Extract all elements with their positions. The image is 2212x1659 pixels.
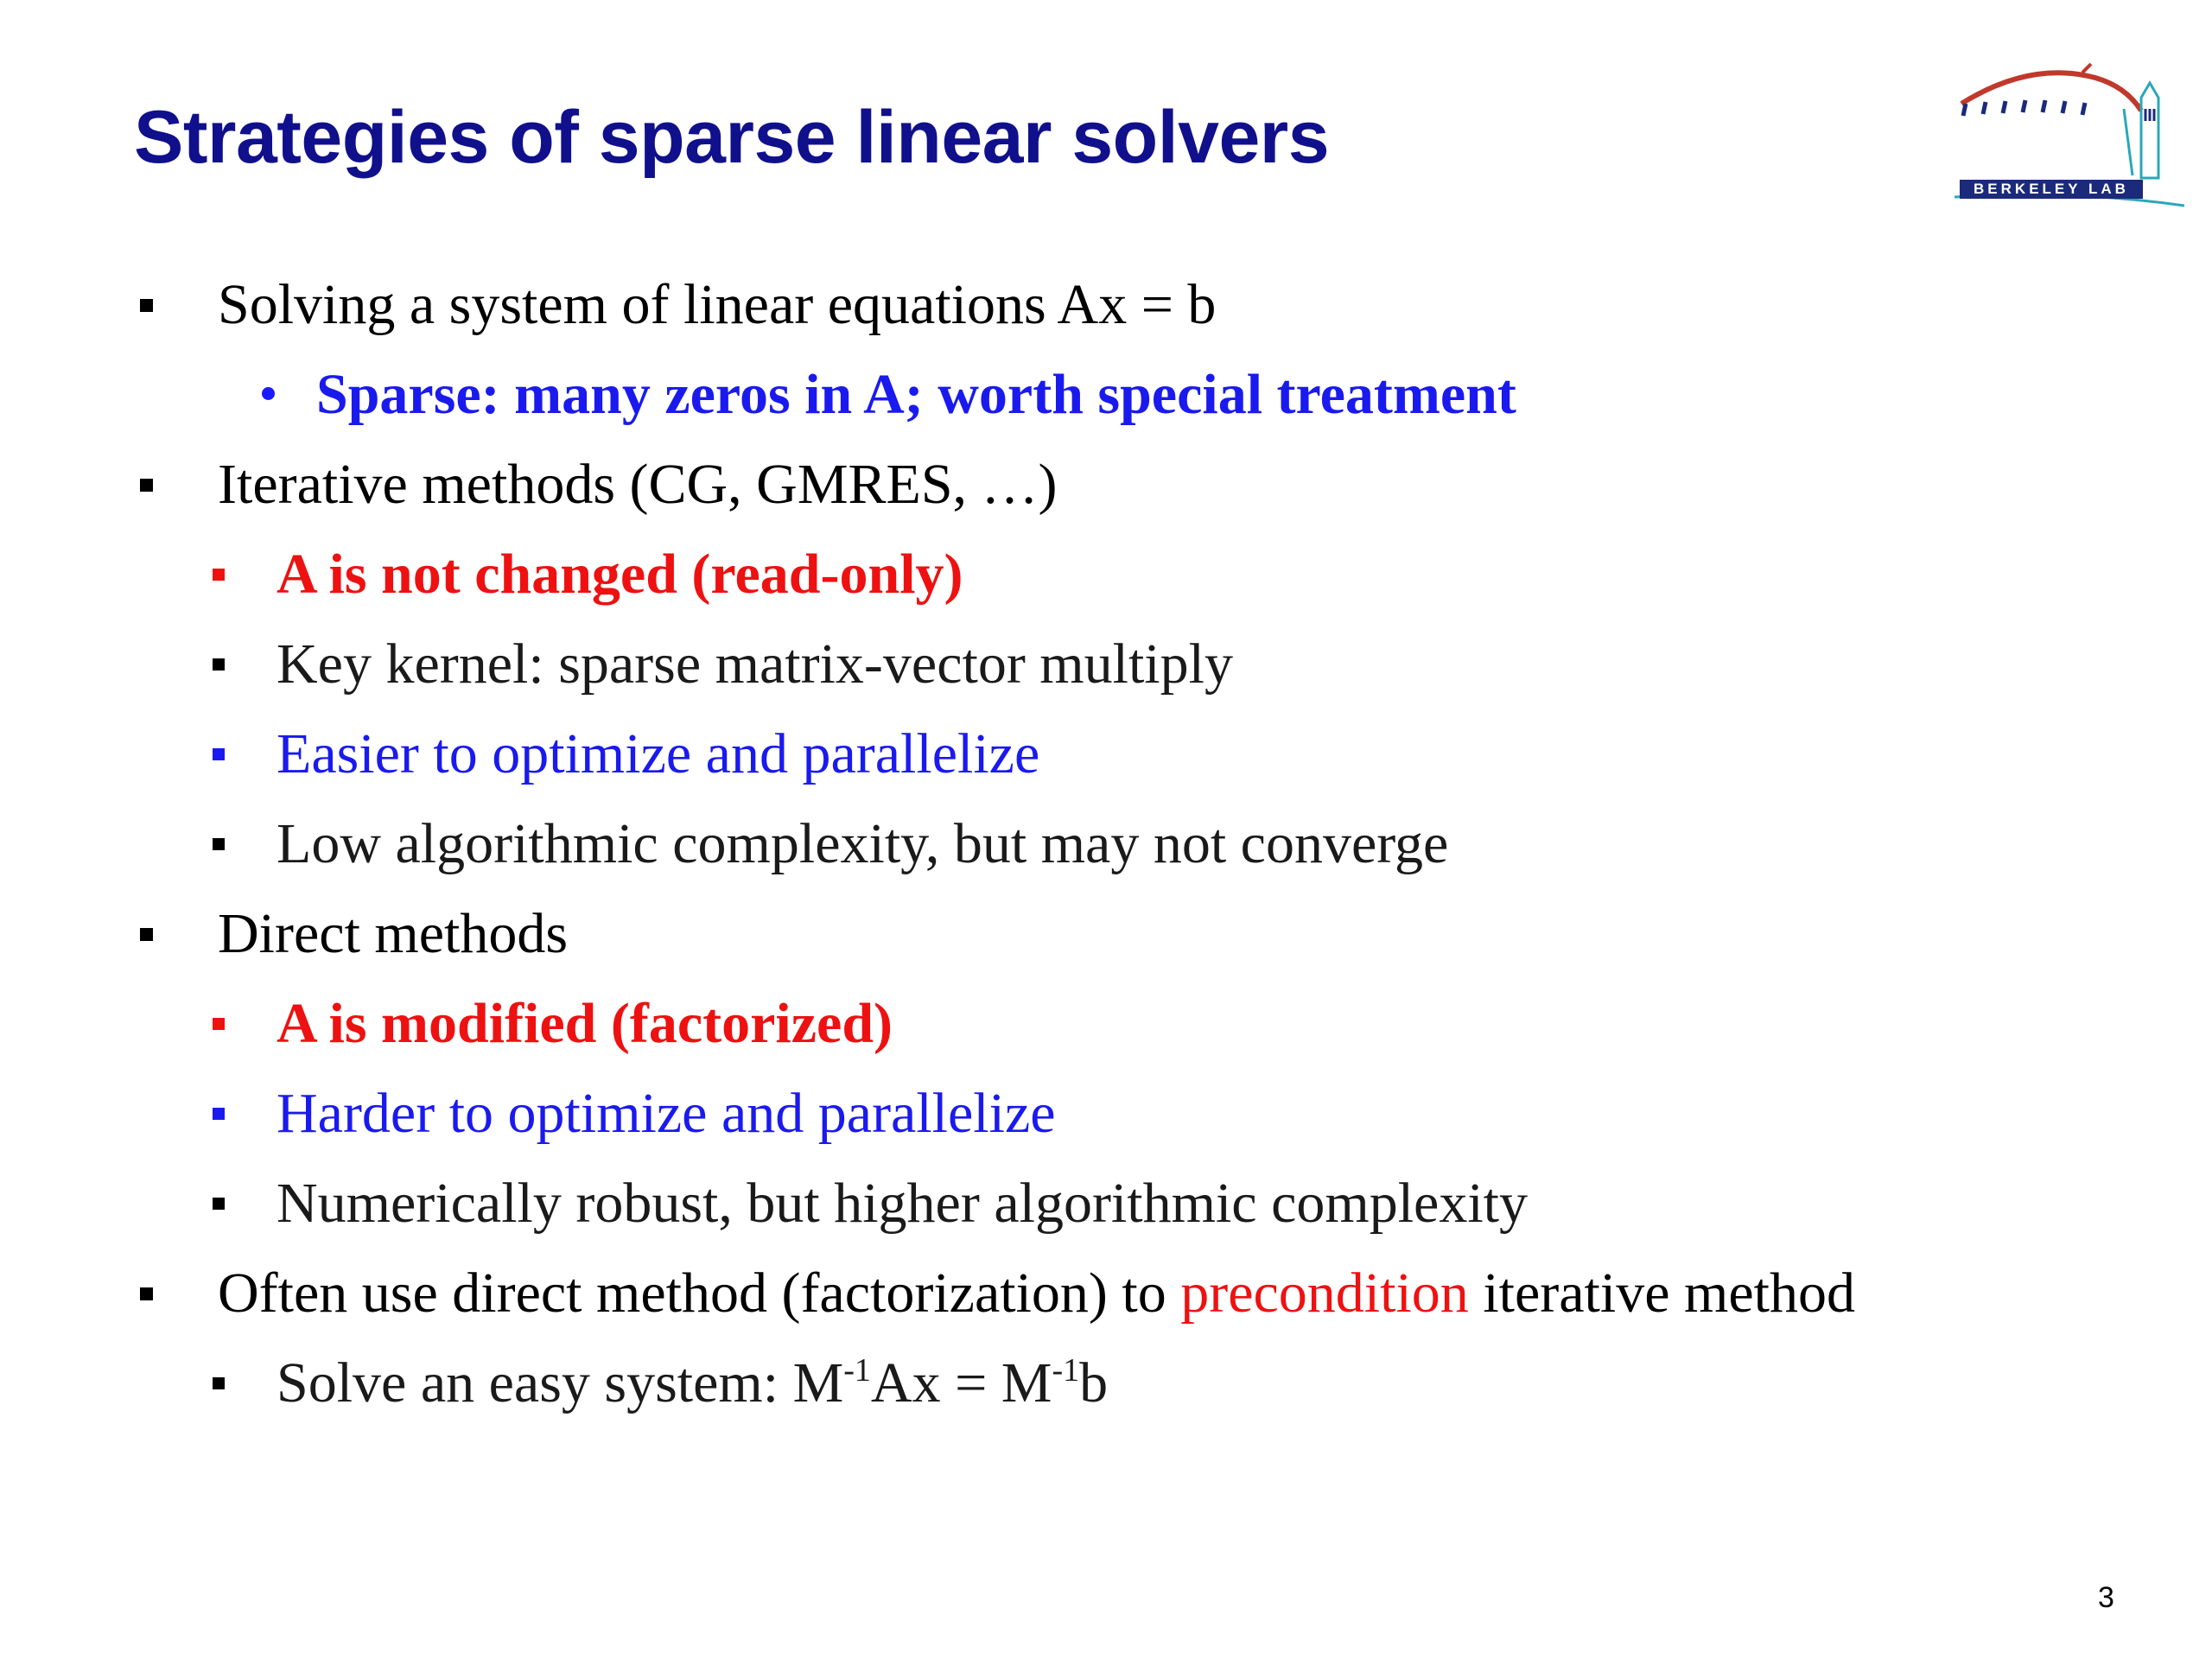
equation-pre: Solve an easy system: M [276,1351,844,1414]
sub-bullet-sparse [316,363,1516,426]
logo-text: BERKELEY LAB [1960,180,2143,199]
sub-bullet-robust [276,1172,1529,1235]
bullet-solving-system [218,273,1217,336]
bullet-text: A is not changed (read-only) [276,543,963,606]
precondition-highlight: precondition [1180,1262,1469,1325]
equation-post: b [1079,1351,1109,1414]
square-bullet-icon [213,658,225,671]
bullet-precondition [218,1262,1855,1325]
square-bullet-icon [213,1108,225,1120]
inverse-superscript: -1 [843,1352,871,1389]
sub-bullet-easy-system [276,1351,1109,1414]
bullet-text: Low algorithmic complexity, but may not converge [276,812,1449,875]
square-bullet-icon [140,299,153,312]
square-bullet-icon [213,748,225,760]
sub-bullet-not-changed [276,543,963,606]
bullet-text: A is modified (factorized) [276,992,893,1055]
sub-bullet-low-complexity [276,812,1449,875]
sub-bullet-easier [276,722,1040,785]
bullet-text: Sparse: many zeros in A; worth special treatment [316,363,1516,426]
square-bullet-icon [140,479,153,492]
sub-bullet-harder [276,1082,1056,1145]
bullet-direct-methods [218,902,569,965]
bullet-text: Iterative methods (CG, GMRES, …) [218,453,1058,516]
square-bullet-icon [213,1198,225,1210]
square-bullet-icon [213,1377,225,1389]
square-bullet-icon [140,1287,153,1300]
square-bullet-icon [213,569,225,581]
sub-bullet-modified [276,992,893,1055]
slide-title: Strategies of sparse linear solvers [134,96,1330,179]
square-bullet-icon [213,838,225,850]
bullet-text: Numerically robust, but higher algorithmic complexity [276,1172,1529,1235]
bullet-text-pre: Often use direct method (factorization) to [218,1262,1181,1325]
equation-mid: Ax = M [870,1351,1052,1414]
square-bullet-icon [140,928,153,941]
berkeley-lab-logo [1953,59,2186,210]
bullet-iterative-methods [218,453,1058,516]
bullet-text: Key kernel: sparse matrix-vector multiply [276,632,1233,696]
bullet-text-post: iterative method [1468,1262,1855,1325]
square-bullet-icon [213,1018,225,1030]
sub-bullet-key-kernel [276,632,1233,696]
bullet-text: Easier to optimize and parallelize [276,722,1040,785]
bullet-text: Harder to optimize and parallelize [276,1082,1056,1145]
bullet-text: Solving a system of linear equations Ax = b [218,273,1217,336]
bullet-text: Direct methods [218,902,569,965]
inverse-superscript: -1 [1052,1352,1080,1389]
page-number: 3 [2098,1581,2114,1614]
round-bullet-icon [262,387,275,400]
